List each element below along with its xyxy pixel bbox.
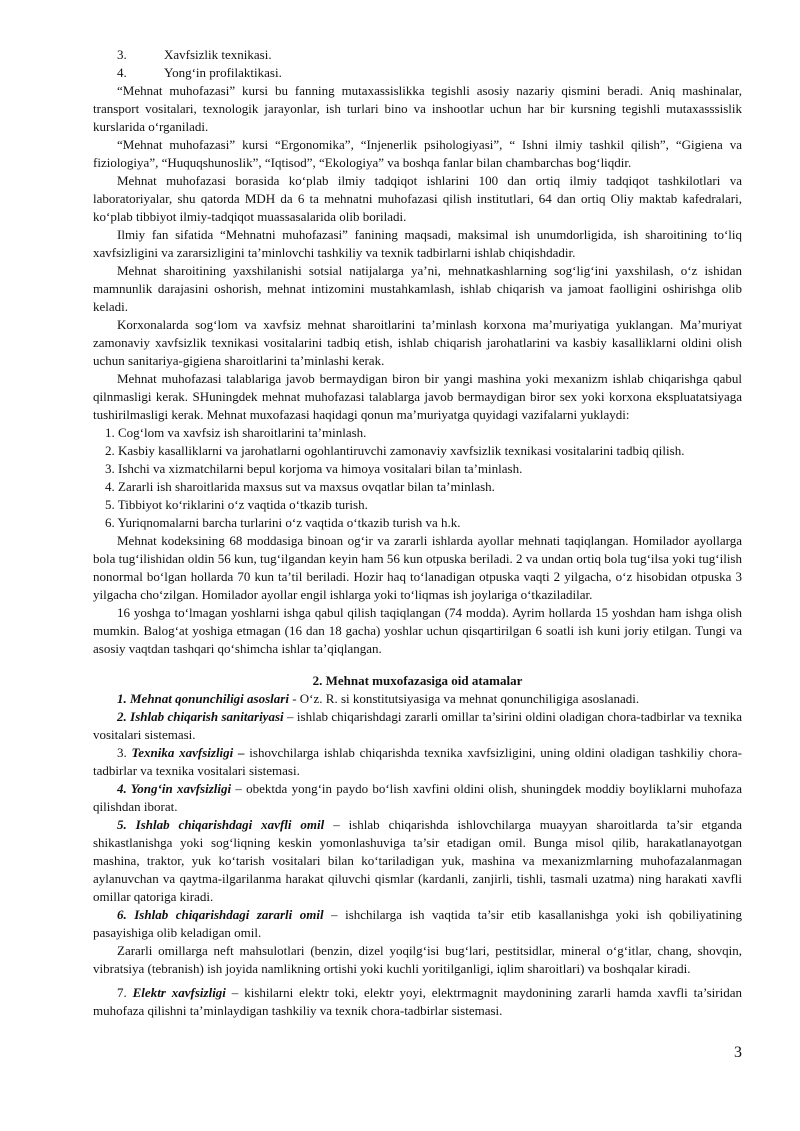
duty-item: 4. Zararli ish sharoitlarida maxsus sut va maxsus ovqatlar bilan ta’minlash. — [105, 479, 495, 494]
duty-item: 3. Ishchi va xizmatchilarni bepul korjoma va himoya vositalari bilan ta’minlash. — [105, 461, 523, 476]
duty-item: 1. Cog‘lom va xavfsiz ish sharoitlarini ta’minlash. — [105, 425, 367, 440]
paragraph: Zararli omillarga neft mahsulotlari (benzin, dizel yoqilg‘isi bug‘lari, pestitsidlar, mineral o‘g‘itlar, chang, shovqin, vibratsiya (tebranish) ish joyida namlikning ortishi yoki kuchli yoritilganligi, iqlim sharoitlari) va boshqalar kiradi. — [93, 943, 742, 976]
term: Elektr xavfsizligi — [132, 985, 226, 1000]
page-content — [93, 46, 742, 1020]
term: 1. Mehnat qonunchiligi asoslari — [117, 691, 289, 706]
numbered-item: 3. Xavfsizlik texnikasi. — [117, 47, 272, 62]
duty-item: 5. Tibbiyot ko‘riklarini o‘z vaqtida o‘tkazib turish. — [105, 497, 368, 512]
term-definition: 1. Mehnat qonunchiligi asoslari - O‘z. R. si konstitutsiyasiga va mehnat qonunchiligiga asoslanadi. — [117, 691, 640, 706]
term: Texnika xavfsizligi – — [131, 745, 245, 760]
paragraph: 16 yoshga to‘lmagan yoshlarni ishga qabul qilish taqiqlangan (74 modda). Ayrim hollarda 15 yoshdan ham ishga olish mumkin. Balog‘at yoshiga etmagan (16 dan 18 gacha) yoshlar uchun qisqartirilgan 6 soatli ish kuni joriy etilgan. Tungi va asosiy vaqtdan tashqari qo‘shimcha ishlar ta’qiqlangan. — [93, 605, 742, 656]
paragraph: Ilmiy fan sifatida “Mehnatni muhofazasi” fanining maqsadi, maksimal ish unumdorligida, ish sharoitining to‘liq xavfsizligini va zararsizligini ta’minlovchi tashkiliy va texnik tadbirlarni ishlab chiqishdadir. — [93, 227, 742, 260]
term-definition: 3. Texnika xavfsizligi – ishovchilarga ishlab chiqarishda texnika xavfsizligini, uning oldini oladigan tashkiliy chora-tadbirlar va texnika vositalari sistemasi. — [93, 745, 742, 778]
paragraph: “Mehnat muhofazasi” kursi bu fanning mutaxassislikka tegishli asosiy nazariy qismini beradi. Aniq mashinalar, transport vositalari, texnologik jarayonlar, ish turlari bino va inshootlar uchun har bir kursning tegishli mutaxasssislik kurslarida o‘rganiladi. — [93, 83, 742, 134]
term-definition: 7. Elektr xavfsizligi – kishilarni elektr toki, elektr yoyi, elektrmagnit maydonining zararli hamda xavfli ta’siridan muhofaza qilishni ta’minlaydigan tashkiliy va texnik chora-tadbirlar sistemasi. — [93, 985, 743, 1018]
term: 6. Ishlab chiqarishdagi zararli omil — [117, 907, 324, 922]
section-title: 2. Mehnat muxofazasiga oid atamalar — [312, 673, 523, 688]
term-definition: 6. Ishlab chiqarishdagi zararli omil – ishchilarga ish vaqtida ta’sir etib kasallanishga yoki ish qobiliyatining pasayishiga olib keladigan omil. — [93, 907, 742, 940]
term: 5. Ishlab chiqarishdagi xavfli omil — [117, 817, 325, 832]
term-definition: 5. Ishlab chiqarishdagi xavfli omil – ishlab chiqarishda ishlovchilarga muayyan sharoitlarda ta’sir etganda shikastlanishga yoki sog‘liqning keskin yomonlashuviga ta’sir etadigan omil. Bunga misol qilib, harakatlanayotgan mashina, traktor, yuk ko‘tarish vositalari bilan ko‘tariladigan yuk, mashina va mexanizmlarning muhofazalanmagan aylanuvchan va qaytma-ilgarilanma harakat qiluvchi qismlar (kardanli, zanjirli, tishli, tasmali uzatma) ning harakati xavfli omillar qatoriga kiradi. — [93, 817, 742, 904]
paragraph: Mehnat muhofazasi talablariga javob bermaydigan biron bir yangi mashina yoki mexanizm ishlab chiqarishga qabul qilnmasligi kerak. SHuningdek mehnat muhofazasi talablarga javob bermaydigan biror sex yoki korxona ekspluatatsiyaga tushirilmasligi kerak. Mehnat muxofazasi haqidagi qonun ma’muriyatga quyidagi vazifalarni yuklaydi: — [93, 371, 742, 422]
page-number: 3 — [734, 1044, 742, 1061]
paragraph: Mehnat muhofazasi borasida ko‘plab ilmiy tadqiqot ishlarini 100 dan ortiq ilmiy tadqiqot tashkilotlari va laboratoriyalar, shu qatorda MDH da 6 ta mehnatni muhofazasi qilish institutlari, 64 dan ortiq Oliy maktab kafedralari, ko‘plab tibbiyot ilmiy-tadqiqot muassasalarida olib boriladi. — [93, 173, 742, 224]
numbered-item: 4. Yong‘in profilaktikasi. — [117, 65, 282, 80]
duty-item: 2. Kasbiy kasalliklarni va jarohatlarni ogohlantiruvchi zamonaviy xavfsizlik texnikasi vositalarini tadbiq qilish. — [105, 443, 685, 458]
paragraph: “Mehnat muhofazasi” kursi “Ergonomika”, “Injenerlik psihologiyasi”, “ Ishni ilmiy tashkil qilish”, “Gigiena va fiziologiya”, “Huquqshunoslik”, “Iqtisod”, “Ekologiya” va boshqa fanlar bilan chambarchas bog‘liqdir. — [93, 137, 742, 170]
paragraph: Mehnat sharoitining yaxshilanishi sotsial natijalarga ya’ni, mehnatkashlarning sog‘lig‘ini yaxshilash, o‘z ishidan mamnunlik darajasini oshorish, mehnat intizomini mustahkamlash, ishlab chiqarish va jamoat faolligini oshirishga olib keladi. — [93, 263, 742, 314]
term: 4. Yong‘in xavfsizligi — [117, 781, 232, 796]
term: 2. Ishlab chiqarish sanitariyasi — [117, 709, 284, 724]
term-definition: 4. Yong‘in xavfsizligi – obektda yong‘in paydo bo‘lish xavfini oldini olish, shuningdek moddiy boyliklarni muhofaza qilishdan iborat. — [93, 781, 742, 814]
term-definition: 2. Ishlab chiqarish sanitariyasi – ishlab chiqarishdagi zararli omillar ta’sirini oldini oladigan chora-tadbirlar va texnika vositalari sistemasi. — [93, 709, 742, 742]
paragraph: Mehnat kodeksining 68 moddasiga binoan og‘ir va zararli ishlarda ayollar mehnati taqiqlangan. Homilador ayollarga bola tug‘ilishidan oldin 56 kun, tug‘ilgandan keyin ham 56 kun otpuska beriladi. 2 va undan ortiq bola tug‘ilsa yoki tug‘ilish nonormal bo‘lgan hollarda 70 kun ta’til beriladi. Hozir haq to‘lanadigan otpuska vaqti 2 yilgacha, o‘z hisobidan otpuska 3 yilgacha cho‘zilgan. Homilador ayollar engil ishlarga yoki to‘liqmas ish joylariga o‘tkaziladilar. — [93, 533, 742, 602]
paragraph: Korxonalarda sog‘lom va xavfsiz mehnat sharoitlarini ta’minlash korxona ma’muriyatiga yuklangan. Ma’muriyat zamonaviy xavfsizlik texnikasi vositalarini tadbiq etish, ishlab chiqarish jarohatlarini va kasbiy kasalliklarni oldini olish uchun sanitariya-gigiena sharoitlarini ta’minlashi kerak. — [93, 317, 742, 368]
duty-item: 6. Yuriqnomalarni barcha turlarini o‘z vaqtida o‘tkazib turish va h.k. — [105, 515, 461, 530]
